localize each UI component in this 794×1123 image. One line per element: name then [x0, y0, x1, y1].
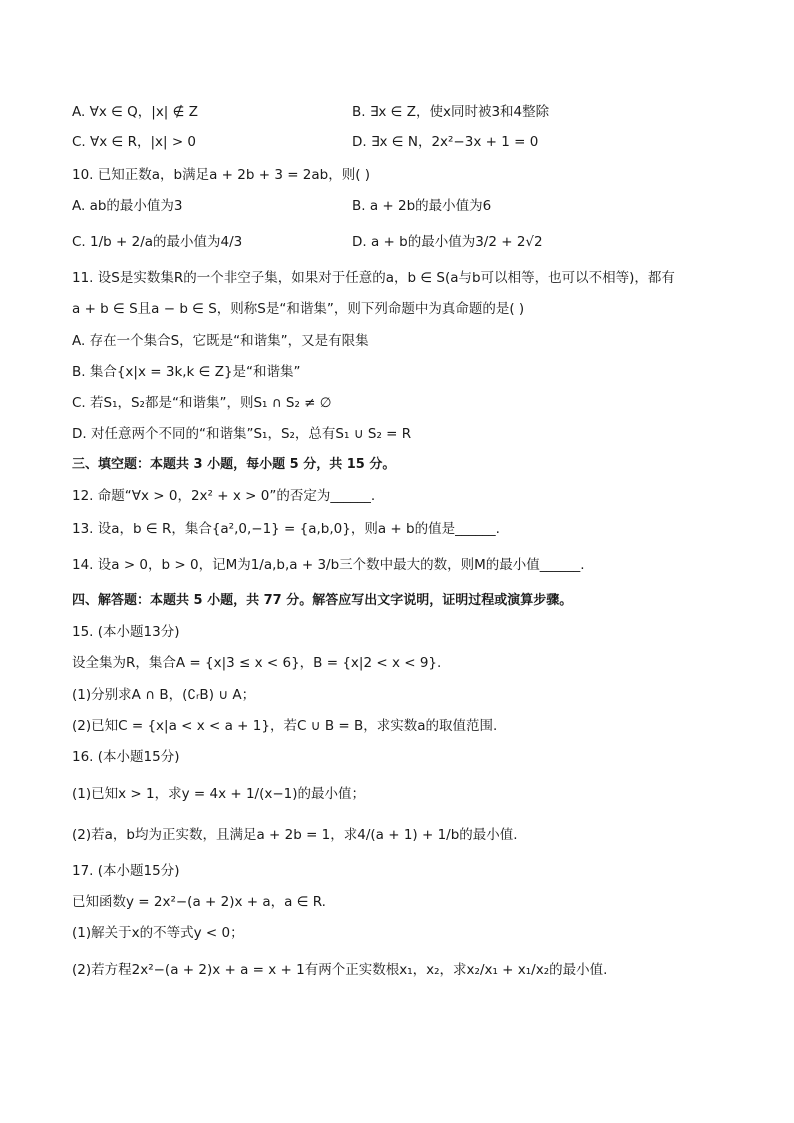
- q17-part1: (1)解关于x的不等式y < 0；: [72, 925, 244, 941]
- q14: 14. 设a > 0，b > 0，记M为1/a,b,a + 3/b三个数中最大的数，则M的最小值______.: [72, 557, 585, 573]
- q9-option-b: B. ∃x ∈ Z，使x同时被3和4整除: [352, 104, 550, 120]
- q15-title: 15. (本小题13分): [72, 624, 180, 640]
- q10-stem: 10. 已知正数a，b满足a + 2b + 3 = 2ab，则( ): [72, 167, 371, 183]
- q16-title: 16. (本小题15分): [72, 749, 180, 765]
- q11-stem-line2: a + b ∈ S且a − b ∈ S，则称S是“和谐集”，则下列命题中为真命题的是( ): [72, 301, 525, 317]
- q15-part2: (2)已知C = {x|a < x < a + 1}，若C ∪ B = B，求实数a的取值范围.: [72, 718, 498, 734]
- q10-option-a: A. ab的最小值为3: [72, 198, 183, 214]
- q9-option-c: C. ∀x ∈ R，|x| > 0: [72, 134, 197, 150]
- q10-option-d: D. a + b的最小值为3/2 + 2√2: [352, 234, 543, 250]
- q11-option-a: A. 存在一个集合S，它既是“和谐集”，又是有限集: [72, 333, 369, 349]
- section-solution-title: 四、解答题：本题共 5 小题，共 77 分。解答应写出文字说明，证明过程或演算步骤。: [72, 593, 573, 608]
- q10-option-c: C. 1/b + 2/a的最小值为4/3: [72, 234, 243, 250]
- q17-stem: 已知函数y = 2x²−(a + 2)x + a，a ∈ R.: [72, 894, 326, 910]
- q9-option-d: D. ∃x ∈ N，2x²−3x + 1 = 0: [352, 134, 539, 150]
- q10-option-b: B. a + 2b的最小值为6: [352, 198, 492, 214]
- q11-stem-line1: 11. 设S是实数集R的一个非空子集，如果对于任意的a，b ∈ S(a与b可以相等，也可以不相等)，都有: [72, 270, 675, 286]
- q11-option-b: B. 集合{x|x = 3k,k ∈ Z}是“和谐集”: [72, 364, 301, 380]
- q16-part2: (2)若a，b均为正实数，且满足a + 2b = 1，求4/(a + 1) + 1/b的最小值.: [72, 827, 518, 843]
- q11-option-c: C. 若S₁，S₂都是“和谐集”，则S₁ ∩ S₂ ≠ ∅: [72, 395, 332, 411]
- q13: 13. 设a，b ∈ R，集合{a²,0,−1} = {a,b,0}，则a + b的值是______.: [72, 521, 500, 537]
- q11-option-d: D. 对任意两个不同的“和谐集”S₁，S₂，总有S₁ ∪ S₂ = R: [72, 426, 412, 442]
- q12: 12. 命题“∀x > 0，2x² + x > 0”的否定为______.: [72, 488, 376, 504]
- q9-option-a: A. ∀x ∈ Q，|x| ∉ Z: [72, 104, 198, 120]
- q17-title: 17. (本小题15分): [72, 863, 180, 879]
- q15-stem: 设全集为R，集合A = {x|3 ≤ x < 6}，B = {x|2 < x < 9}.: [72, 655, 442, 671]
- q16-part1: (1)已知x > 1，求y = 4x + 1/(x−1)的最小值；: [72, 786, 366, 802]
- section-fill-in-title: 三、填空题：本题共 3 小题，每小题 5 分，共 15 分。: [72, 457, 396, 472]
- q15-part1: (1)分别求A ∩ B，(∁ᵣB) ∪ A；: [72, 687, 256, 703]
- q17-part2: (2)若方程2x²−(a + 2)x + a = x + 1有两个正实数根x₁，x₂，求x₂/x₁ + x₁/x₂的最小值.: [72, 962, 608, 978]
